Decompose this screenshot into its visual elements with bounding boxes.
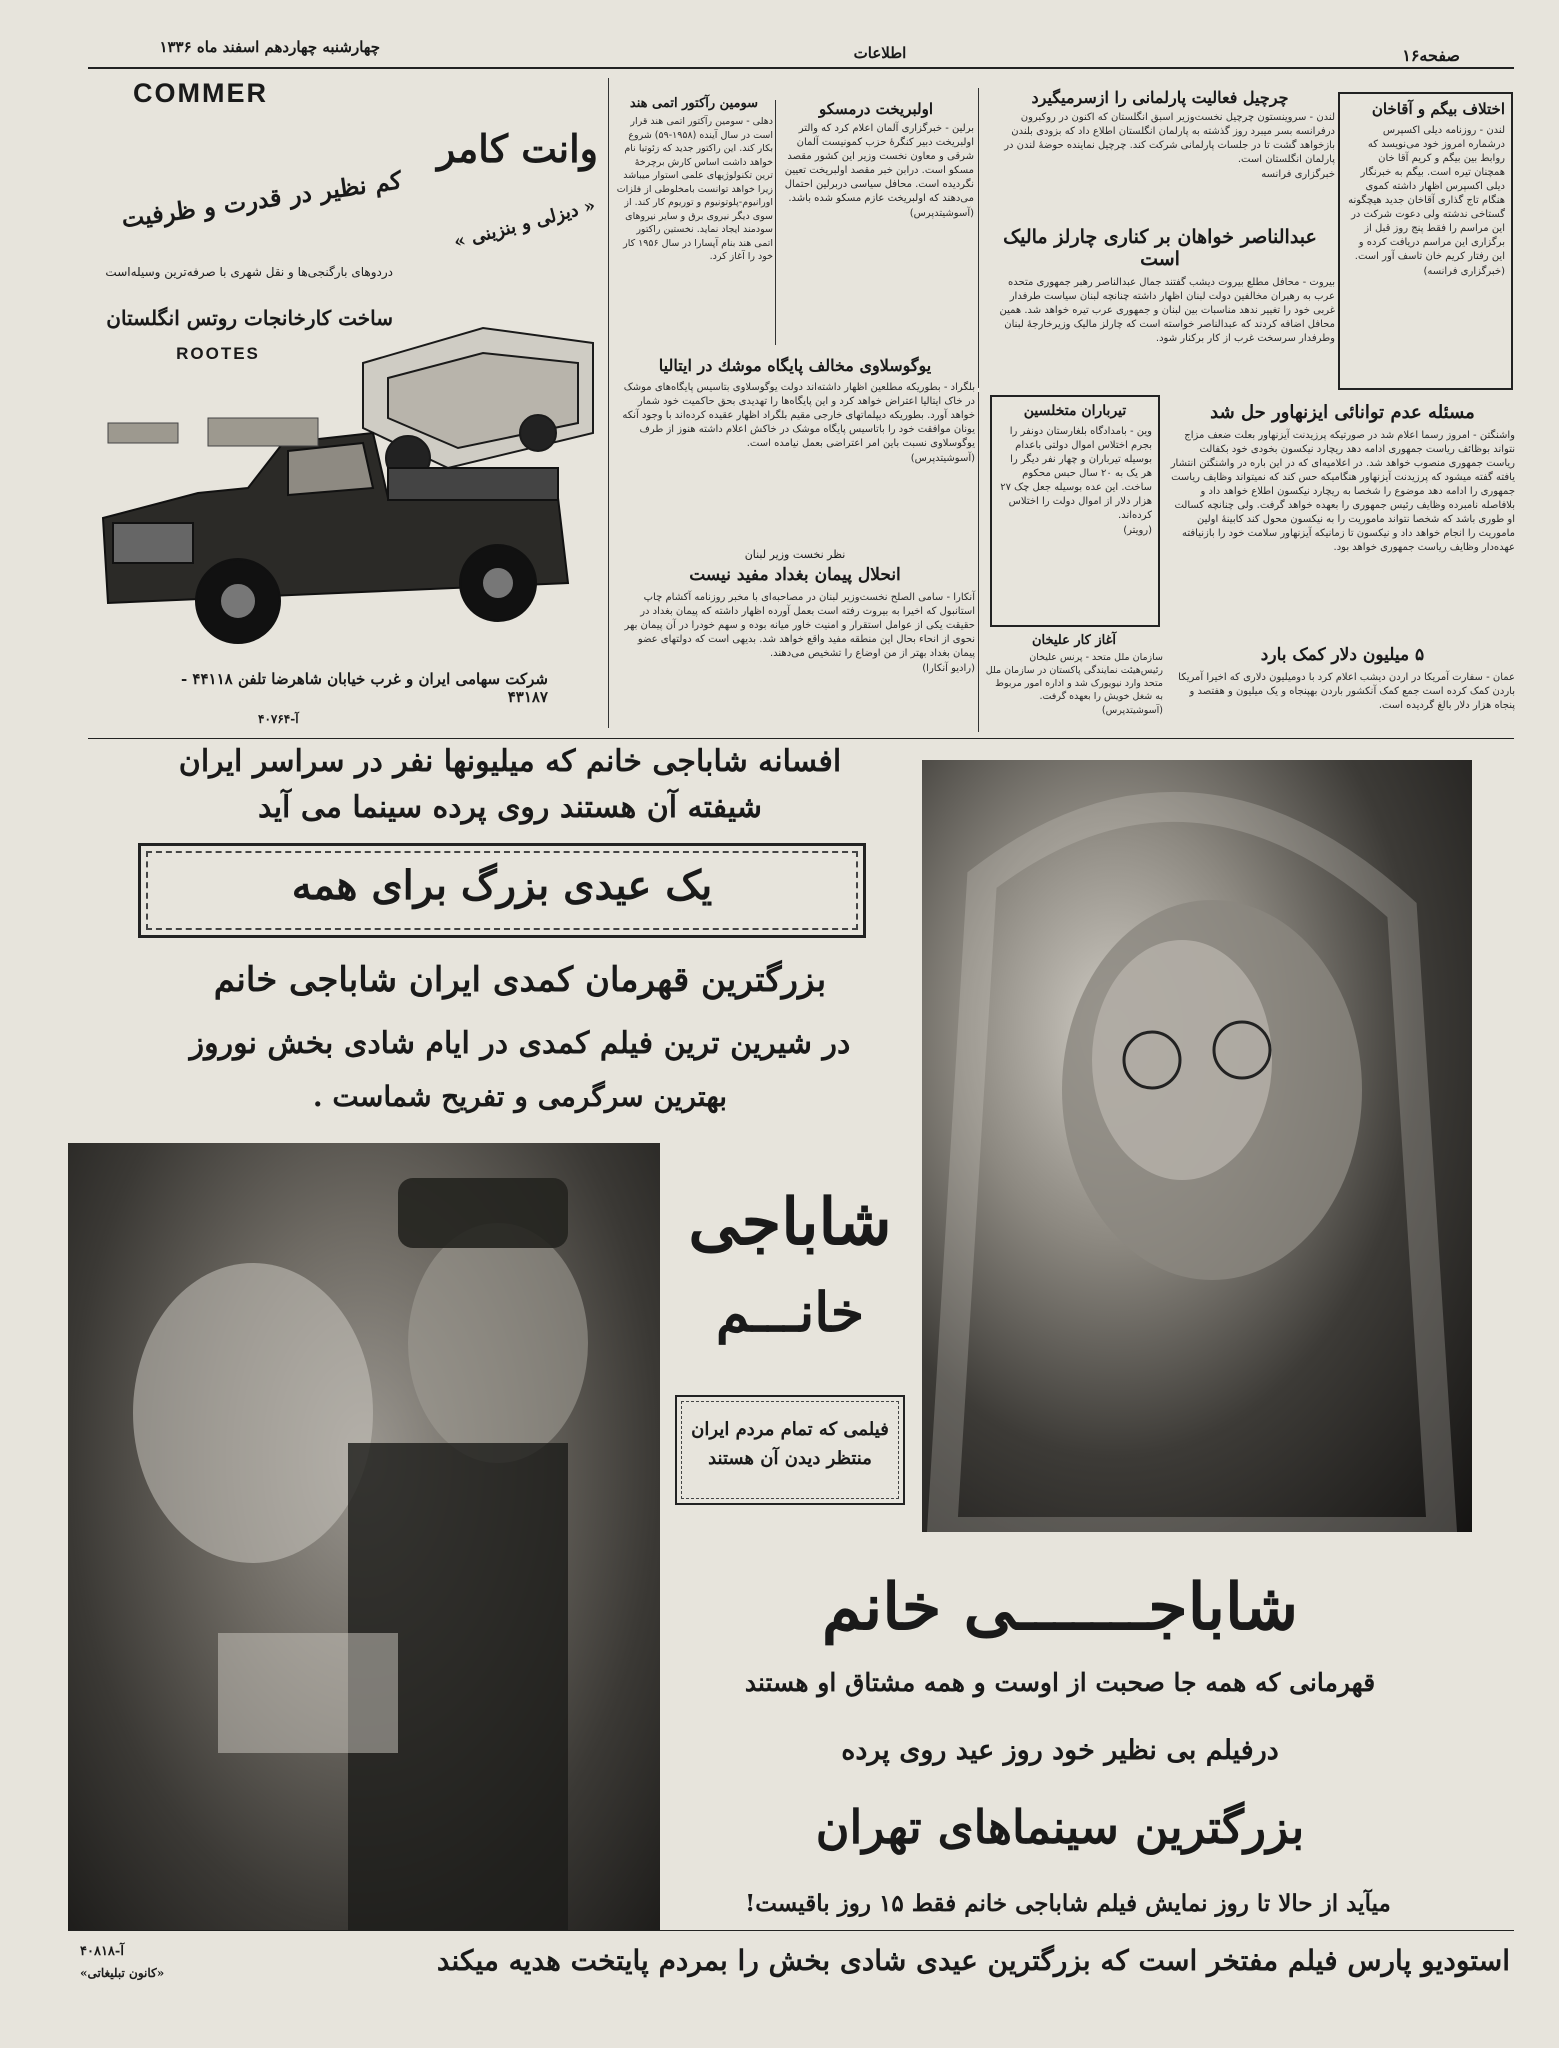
divider-col2-col3 [978,88,979,388]
film-line-hero: بزرگترین قهرمان کمدی ایران شاباجی خانم [213,960,827,1000]
news-churchill [985,88,1335,203]
news-reactor-body: دهلی - سومین رآکتور اتمی هند قرار است در سال آینده (۱۹۵۸-۵۹) شروع بکار کند. این راکتور جدید که زئوتیا نام خواهد داشت اساس کارش برچرخهٔ ترین تکنولوژیهای علمی استوار میباشد زیرا خواهد توانست بامخلوطی از فلزات اورانیوم-پلوتونیوم و توریوم کار کند. از سوی دیگر نیروی برق و سایر نیروهای سودمند ایجاد نماید. نخستین راکتور اتمی هند بنام آپسارا در سال ۱۹۵۶ کار خود را آغاز کرد. [616,116,773,262]
film-big-title: شاباجـــــــی خانم [821,1570,1299,1645]
factory-illustration [108,418,318,446]
film-hero-line-2: درفیلم بی نظیر خود روز عید روی پرده [841,1735,1279,1766]
commer-maker: ساخت کارخانجات روتس انگلستان [106,306,393,330]
news-baghdad-title: انحلال پیمان بغداد مفید نیست [689,565,901,585]
film-agency: «کانون تبلیغاتی» [80,1966,165,1980]
commer-description: دردوهای بارگنجی‌ها و نقل شهری با صرفه‌ترین وسیله‌است [105,265,393,279]
news-ulbricht-body: برلین - خبرگزاری آلمان اعلام کرد که والتر اولبریخت دبیر کنگرهٔ حزب کمونیست آلمان شرقی و معاون نخست وزیر این کشور مقصد مسکو است. درابن خبر مقصد اولبریخت تعیین نگردیده است. محافل سیاسی دربرلین احتمال می‌دهند که اولبریخت عازم مسکو شده باشد. [784,123,974,204]
film-awaited-box [675,1395,905,1505]
masthead-paper-name: اطلاعات [853,44,907,62]
commer-subtitle: کم نظیر در قدرت و ظرفیت [119,165,404,234]
news-baghdad-body: آنکارا - سامی الصلح نخست‌وزیر لبنان در مصاحبه‌ای با مخبر روزنامه آکشام چاپ استانبول که اخیرا به بیروت رفته است بعمل آورده اظهار داشته که پیمان بغداد در حقیقت یکی از عوامل استقرار و امنیت خاور میانه بوده و سهم خودرا در آن پیمان بهر نحوی از انحاء بحال این منطقه مفید واقع خواهد شد. بدیهی است که دولتهای عضو پیمان بغداد بهتر از من اوضاع را تشخیص می‌دهند. [624,592,975,659]
film-stylized-title-1: شاباجی [688,1185,892,1260]
news-nasser [985,226,1335,386]
commer-brand-label: COMMER [133,78,268,108]
news-bottom-rule [88,738,1514,739]
film-photo-shabaji-closeup [922,760,1472,1532]
news-ulbricht-credit: (آسوشیتدپرس) [909,208,974,219]
news-jordan-body: عمان - سفارت آمریکا در اردن دیشب اعلام کرد با دومیلیون دلاری که اخیرا آمریکا باردن کمک کرده است جمع کمک آنکشور باردن بهپنجاه و یک میلیون و هفتصد و پنجاه هزار دلار بالغ گردیده است. [1178,672,1515,711]
film-banner-frame [138,843,866,938]
film-stylized-title-2: خانـــم [715,1280,865,1344]
scene-texture [68,1143,660,1930]
truck-rear-view [363,328,593,480]
news-churchill-credit: خبرگزاری فرانسه [1261,169,1335,180]
news-jordan-title: ۵ میلیون دلار کمک بارد [1260,645,1425,665]
news-ali-khan-title: آغاز کار علیخان [1031,633,1116,648]
news-executions-credit: (رویتر) [1123,525,1152,536]
film-photo-scene [68,1143,660,1930]
film-line-comedy: در شیرین ترین فیلم کمدی در ایام شادی بخش نوروز [189,1026,851,1061]
news-begum-aga-khan [1338,92,1513,390]
news-yugoslavia-credit: (آسوشیتدپرس) [910,453,975,464]
news-ali-khan [985,633,1163,733]
truck-side-view [103,433,568,643]
film-bottom-rule [68,1930,1514,1931]
commer-maker-latin: ROOTES [176,344,260,363]
news-begum-title: اختلاف بیگم و آقاخان [1371,100,1505,118]
commer-ad-code: آ-۴۰۷۶۴ [258,712,299,726]
news-eisenhower [1170,402,1515,642]
news-ali-khan-body: سازمان ملل متحد - پرنس علیخان رئیس‌هیئت نمایندگی پاکستان در سازمان ملل متحد وارد نیویورک شد و اداره امور مربوط به شغل خویش را بعهده گرفت. [985,652,1163,702]
film-ad-code: آ-۴۰۸۱۸ [80,1944,124,1959]
news-begum-body: لندن - روزنامه دیلی اکسپرس درشماره امروز خود می‌نویسد که روابط بین بیگم و کریم آقا خان همچنان تیره است. بیگم به خبرنگار دیلی اکسپرس اظهار داشته کموی هنگام تاج گذاری آقاخان جدید هیچگونه گستاخی ندشته ولی دعوت شرکت در این مراسم را فقط پنج روز قبل از برگزاری این مراسم دریافت کرده و این رفتار کریم خان تاسف آور است. [1348,125,1505,262]
news-reactor-title: سومین رآکتور اتمی هند [629,96,759,111]
film-awaited-line-1: فیلمی که تمام مردم ایران [691,1419,889,1440]
film-banner-text: یک عیدی بزرگ برای همه [291,862,713,909]
divider-col3-lower [978,392,979,732]
commer-features: « دیزلی و بنزینی » [451,195,598,254]
divider-col3-split [775,100,776,345]
film-awaited-line-2: منتظر دیدن آن هستند [708,1448,872,1469]
news-yugoslavia-title: یوگوسلاوی مخالف پایگاه موشك در ایتالیا [658,356,932,375]
divider-ad-news [608,78,609,728]
news-churchill-title: چرچیل فعالیت پارلمانی را ازسرمیگیرد [1031,88,1289,107]
news-yugoslavia [615,356,975,536]
film-hero-line-1: قهرمانی که همه جا صحبت از اوست و همه مشتاق او هستند [744,1668,1376,1697]
news-executions [990,395,1160,627]
news-baghdad-kicker: نظر نخست وزیر لبنان [744,548,846,561]
film-studio-line: استودیو پارس فیلم مفتخر است که بزرگترین عیدی شادی بخش را بمردم پایتخت هدیه میکند [436,1944,1510,1977]
masthead-page-number: صفحه۱۶ [1402,46,1460,65]
news-jordan-aid [1170,645,1515,735]
news-eisenhower-body: واشنگتن - امروز رسما اعلام شد در صورتیکه پرزیدنت آیزنهاور بعلت ضعف مزاج نتواند بوظائف ریاست جمهوری ادامه دهد ریچارد نیکسون بخودی خود بکفالت ریاست جمهوری منصوب خواهد شد. در اعلامیه‌ای که در این باره در واشنگتن انتشار یافته گفته میشود که پرزیدنت آیزنهاور هنگامیکه حس کند که نمیتواند وظایف ریاست جمهوری را ادامه دهد موضوع را شخصا به ریچارد نیکسون اطلاع خواهد داد و بلافاصله نامبرده وظایف رئیس جمهوری را بعهده خواهد گرفت. ولی چنانچه کسالت او طوری باشد که شخصا نتواند ماموریت را به نیکسون محول کند کابینهٔ اولین ماموریت را انجام خواهد داد و نیکسون تا زمانیکه آیزنهاور سلامت خود را بازنیافته عهده‌دار وظایف ریاست جمهوری خواهد بود. [1170,430,1515,553]
commer-product-title: وانت کامر [436,126,598,171]
photo-texture [922,760,1472,1532]
commer-dealer: شرکت سهامی ایران و غرب خیابان شاهرضا تلفن ۴۴۱۱۸ - ۴۳۱۸۷ [180,670,548,706]
film-cinemas: بزرگترین سینماهای تهران [815,1800,1305,1854]
news-begum-credit: (خبرگزاری فرانسه) [1423,266,1505,277]
masthead-rule [88,67,1514,69]
film-countdown: میآید از حالا تا روز نمایش فیلم شاباجی خانم فقط ۱۵ روز باقیست! [745,1890,1391,1917]
film-intro-line-1: افسانه شاباجی خانم که میلیونها نفر در سراسر ایران [178,744,842,779]
news-churchill-body: لندن - سروینستون چرچیل نخست‌وزیر اسبق انگلستان که اکنون در روکبرون درفرانسه بسر میبرد روز گذشته به پارلمان انگلستان اطلاع داد که بزودی بلندن بازخواهد گشت تا در جلسات پارلمانی شرکت کند. چرچیل نماینده حوضهٔ لندن در پارلمان انگلستان است. [1004,112,1335,165]
news-ulbricht-title: اولبریخت درمسکو [819,100,933,118]
news-nasser-title: عبدالناصر خواهان بر کناری چارلز مالیک است [1003,226,1317,270]
news-indian-reactor [615,96,773,346]
news-baghdad-pact [615,548,975,733]
news-yugoslavia-body: بلگراد - بطوریکه مطلعین اظهار داشته‌اند دولت یوگوسلاوی بتاسیس پایگاه‌های موشک در خاک ایتالیا اعتراض خواهد کرد و این پایگاه‌ها را تهدیدی بحق حاکمیت خود شمار خواهد آورد. بطوریکه دیپلماتهای خارجی مقیم بلگراد اظهار عقیده کرده‌اند با وجود آنکه یونان موافقت خود را باتاسیس پایگاه موشک در خاکش اعلام داشته هنوز از طرف یوگوسلاوی نسبت باین امر اعتراضی بعمل نیامده است. [622,382,975,449]
film-intro-line-2: شیفته آن هستند روی پرده سینما می آید [257,790,763,825]
news-executions-body: وین - بامدادگاه بلغارستان دونفر را بجرم اختلاس اموال دولتی باعدام بوسیله تیرباران و چهار نفر دیگر را هر یک به ۲۰ سال حبس محکوم ساخت. این عده بوسیله جعل چک ۲۷ هزار دلار از اموال دولت را اختلاس کرده‌اند. [1000,426,1152,521]
news-executions-title: تیرباران متخلسین [1023,403,1127,419]
commer-ad [88,78,606,726]
news-nasser-body: بیروت - محافل مطلع بیروت دیشب گفتند جمال عبدالناصر رهبر جمهوری متحده عرب به رهبران مخالفین دولت لبنان اظهار داشته چنانچه لبنان سیاست طرفدار غربی خود را تغییر ندهد مناسبات بین لبنان و جمهوری عرب تیره خواهد شد. همین محافل اضافه کردند که عبدالناصر خواسته است که چارلز مالیک وزیرخارجهٔ لبنان وطرفدار سرسخت غرب از کار برکنار شود. [999,277,1335,344]
news-ali-khan-credit: (آسوشیتدپرس) [1101,705,1163,716]
masthead-date: چهارشنبه چهاردهم اسفند ماه ۱۳۳۶ [159,38,380,56]
news-ulbricht [778,100,974,350]
film-line-entertainment: بهترین سرگرمی و تفریح شماست . [312,1080,728,1113]
news-eisenhower-title: مسئله عدم توانائی ایزنهاور حل شد [1210,402,1475,423]
news-baghdad-credit: (رادیو آنکارا) [922,663,975,674]
pickup-truck-illustration [88,283,606,703]
